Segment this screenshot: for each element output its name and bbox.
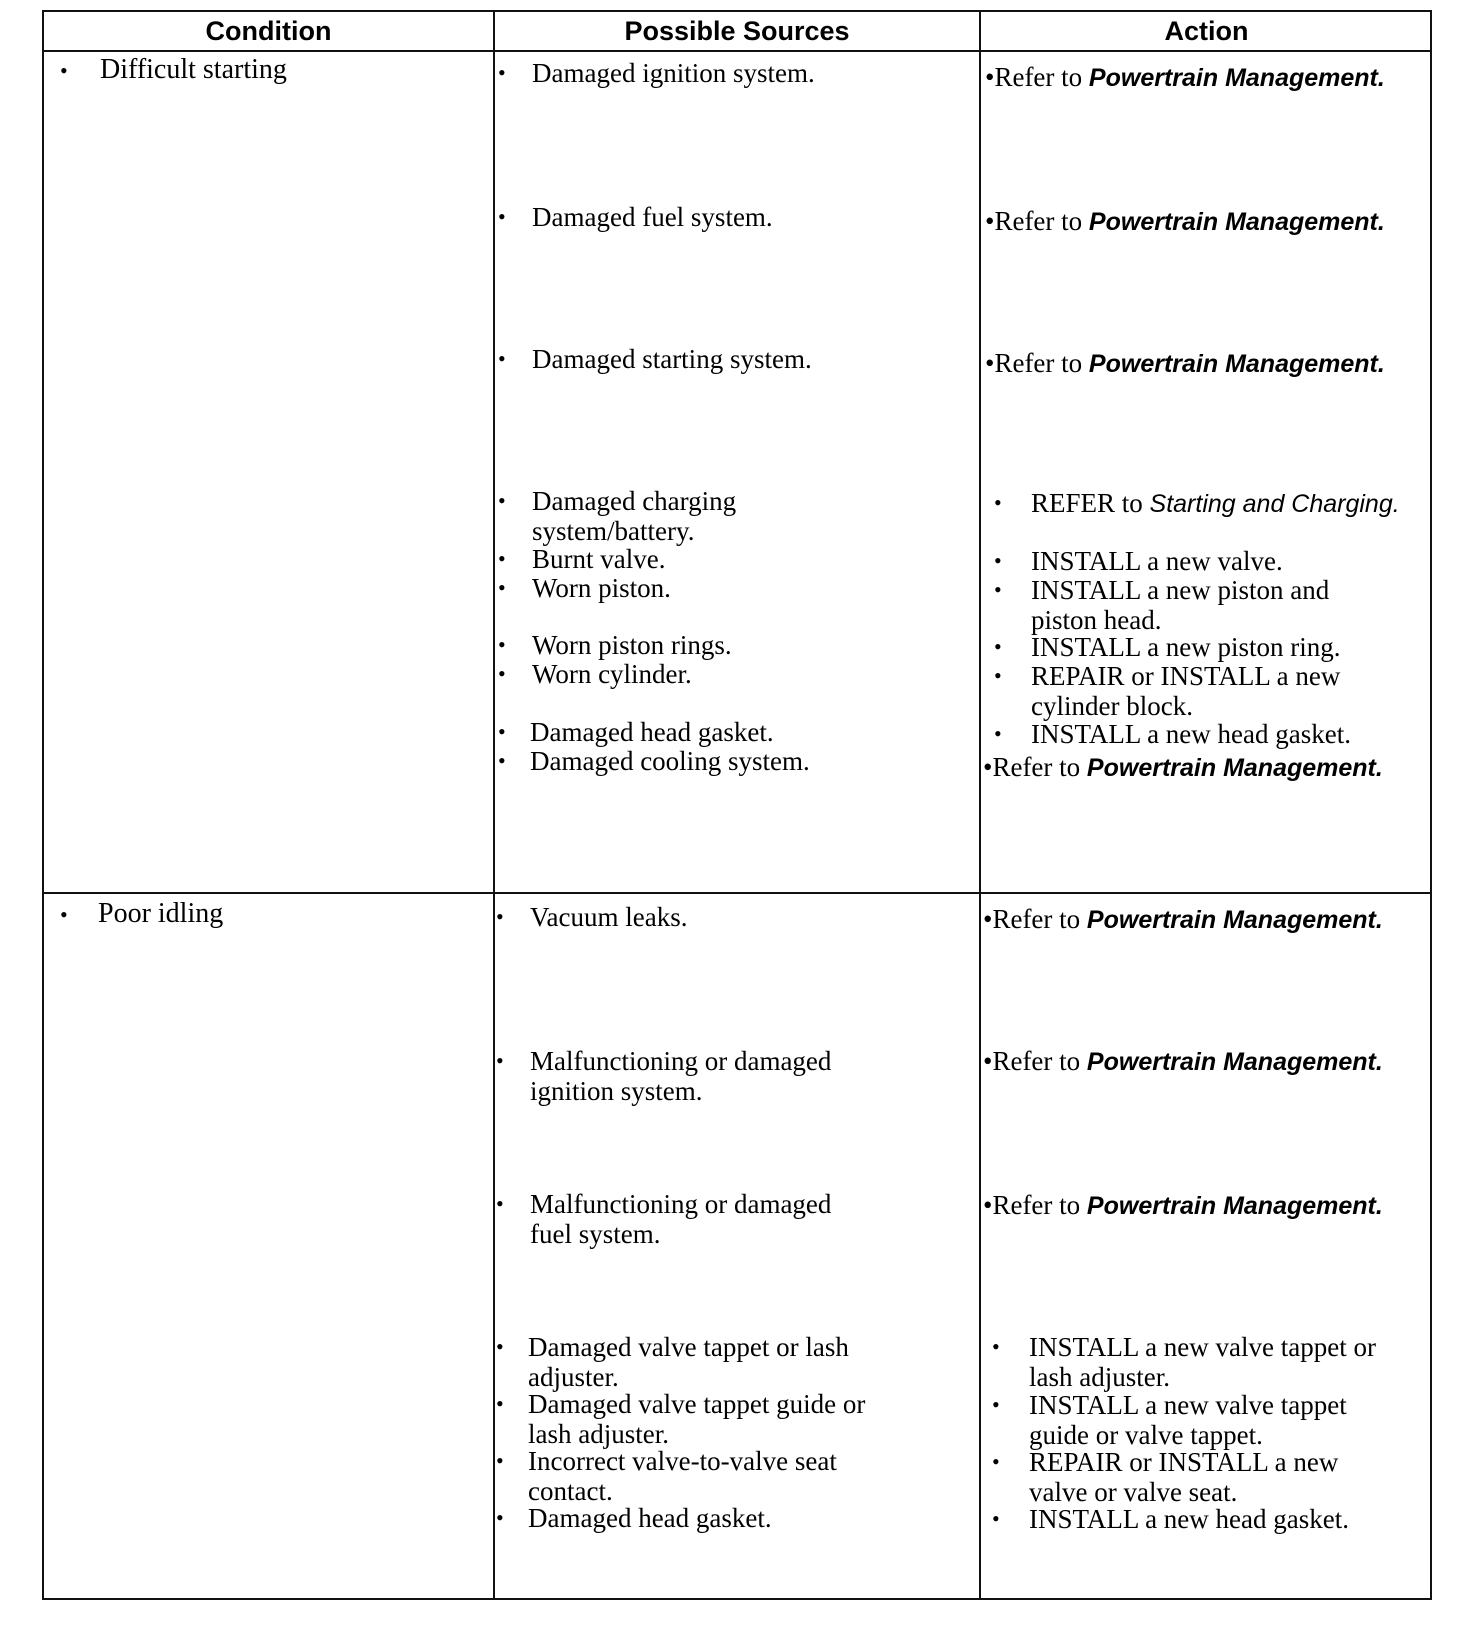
action-prefix: REFER to — [1031, 488, 1150, 518]
manual-reference: Powertrain Management. — [1086, 906, 1383, 934]
bullet: • — [496, 1048, 504, 1073]
action-item — [985, 62, 1385, 93]
source-item: Incorrect valve-to-valve seat contact. — [528, 1446, 837, 1506]
bullet: • — [992, 1449, 1000, 1474]
bullet: • — [498, 748, 506, 773]
action-prefix: •Refer to — [985, 62, 1089, 92]
bullet: • — [994, 634, 1002, 659]
bullet: • — [994, 663, 1002, 688]
action-item: REPAIR or INSTALL a new valve or valve seat. — [1029, 1447, 1339, 1507]
action-prefix: •Refer to — [983, 1190, 1087, 1220]
bullet: • — [498, 719, 506, 744]
bullet: • — [498, 661, 506, 686]
action-prefix: •Refer to — [985, 206, 1089, 236]
bullet: • — [994, 490, 1002, 515]
action-prefix: •Refer to — [985, 348, 1089, 378]
manual-reference: Powertrain Management. — [1086, 754, 1383, 782]
action-prefix: •Refer to — [983, 752, 1087, 782]
source-item: Damaged fuel system. — [532, 202, 773, 232]
source-item: Damaged valve tappet or lash adjuster. — [528, 1332, 849, 1392]
bullet: • — [496, 1505, 504, 1530]
source-item: Damaged starting system. — [532, 344, 812, 374]
manual-reference: Powertrain Management. — [1086, 1192, 1383, 1220]
bullet: • — [496, 1448, 504, 1473]
header-action: Action — [1164, 16, 1249, 46]
bullet: • — [992, 1506, 1000, 1531]
action-item — [983, 1190, 1383, 1221]
bullet: • — [498, 488, 506, 513]
source-item: Worn cylinder. — [532, 659, 692, 689]
bullet: • — [496, 1391, 504, 1416]
source-item: Malfunctioning or damaged ignition system. — [530, 1046, 832, 1106]
condition-poor-idling: Poor idling — [98, 898, 224, 929]
bullet: • — [496, 1334, 504, 1359]
row-divider — [44, 892, 1430, 894]
troubleshooting-table — [42, 10, 1432, 1600]
manual-reference: Powertrain Management. — [1088, 350, 1385, 378]
bullet: • — [498, 204, 506, 229]
column-divider — [979, 12, 981, 1598]
source-item: Vacuum leaks. — [530, 902, 688, 932]
bullet: • — [498, 60, 506, 85]
action-item: INSTALL a new head gasket. — [1031, 719, 1351, 749]
bullet: • — [994, 577, 1002, 602]
action-item: REPAIR or INSTALL a new cylinder block. — [1031, 661, 1341, 721]
bullet: • — [496, 1191, 504, 1216]
source-item: Damaged charging system/battery. — [532, 486, 737, 546]
condition-difficult-starting: Difficult starting — [100, 54, 287, 85]
bullet: • — [994, 548, 1002, 573]
action-item — [983, 752, 1383, 783]
bullet: • — [496, 904, 504, 929]
bullet: • — [498, 546, 506, 571]
header-possible-sources: Possible Sources — [624, 16, 850, 46]
bullet: • — [60, 902, 68, 927]
manual-reference: Starting and Charging. — [1149, 490, 1400, 518]
column-divider — [493, 12, 495, 1598]
action-item: INSTALL a new valve. — [1031, 546, 1283, 576]
action-prefix: •Refer to — [983, 904, 1087, 934]
action-item: INSTALL a new piston and piston head. — [1031, 575, 1330, 635]
bullet: • — [498, 632, 506, 657]
source-item: Malfunctioning or damaged fuel system. — [530, 1189, 832, 1249]
header-divider — [44, 50, 1430, 52]
action-item — [1031, 488, 1400, 519]
manual-reference: Powertrain Management. — [1088, 208, 1385, 236]
action-item: INSTALL a new valve tappet or lash adjuster. — [1029, 1332, 1376, 1392]
bullet: • — [498, 575, 506, 600]
source-item: Worn piston. — [532, 573, 671, 603]
manual-reference: Powertrain Management. — [1088, 64, 1385, 92]
bullet: • — [498, 346, 506, 371]
bullet: • — [992, 1334, 1000, 1359]
manual-reference: Powertrain Management. — [1086, 1048, 1383, 1076]
header-condition: Condition — [205, 16, 332, 46]
bullet: • — [60, 58, 68, 83]
action-item — [985, 206, 1385, 237]
action-item: INSTALL a new head gasket. — [1029, 1504, 1349, 1534]
action-item — [983, 1046, 1383, 1077]
action-item: INSTALL a new piston ring. — [1031, 632, 1341, 662]
action-prefix: •Refer to — [983, 1046, 1087, 1076]
source-item: Damaged head gasket. — [530, 717, 774, 747]
action-item — [985, 348, 1385, 379]
source-item: Damaged valve tappet guide or lash adjuster. — [528, 1389, 866, 1449]
action-item: INSTALL a new valve tappet guide or valve tappet. — [1029, 1390, 1347, 1450]
source-item: Damaged head gasket. — [528, 1503, 772, 1533]
action-item — [983, 904, 1383, 935]
bullet: • — [992, 1392, 1000, 1417]
source-item: Burnt valve. — [532, 544, 666, 574]
bullet: • — [994, 721, 1002, 746]
source-item: Damaged cooling system. — [530, 746, 810, 776]
source-item: Worn piston rings. — [532, 630, 732, 660]
source-item: Damaged ignition system. — [532, 58, 815, 88]
